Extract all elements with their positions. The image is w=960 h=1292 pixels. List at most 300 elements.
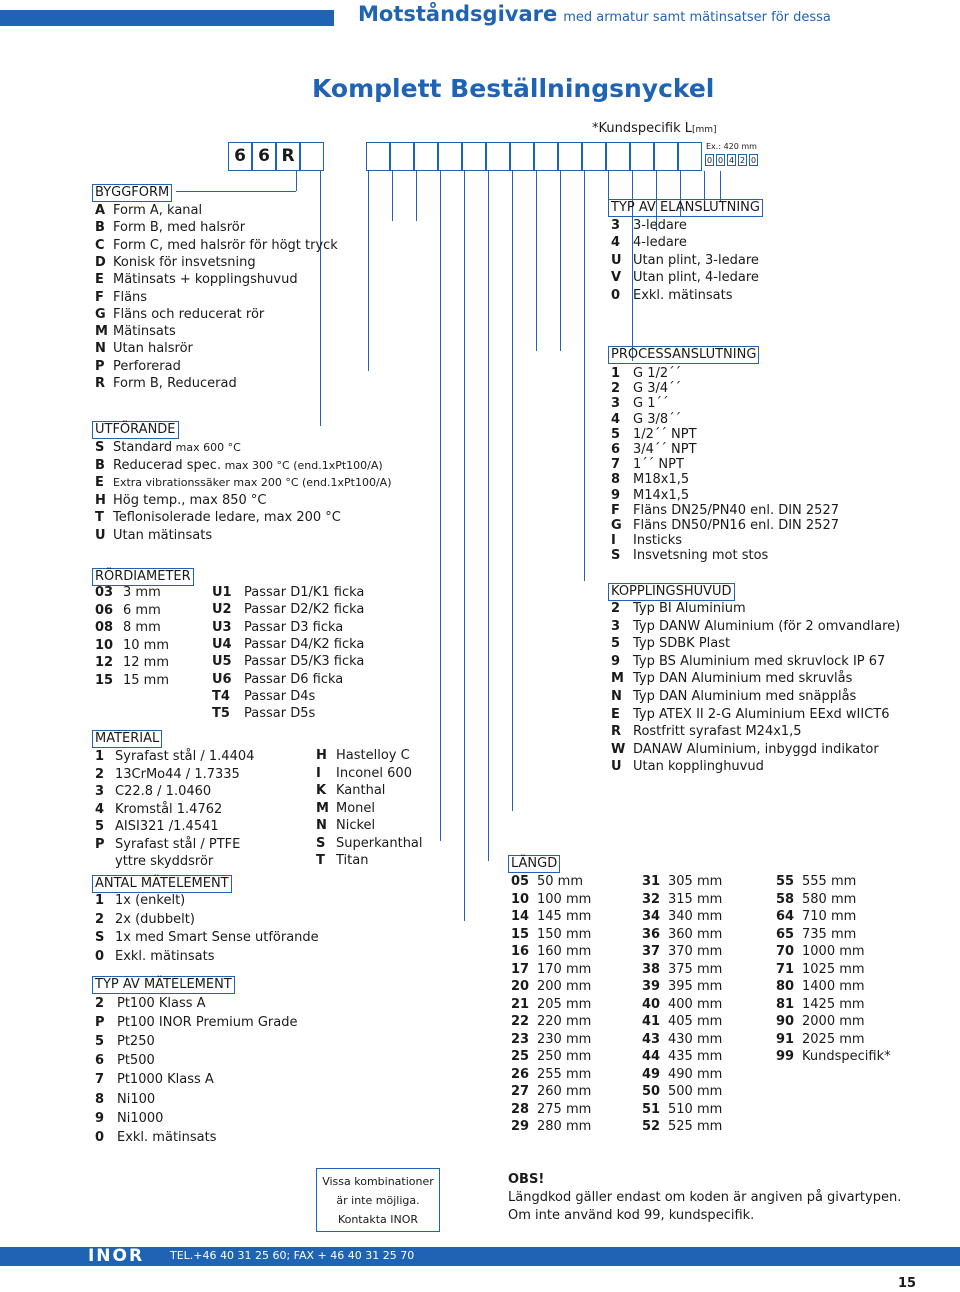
item-text: 1025 mm bbox=[802, 961, 865, 977]
item-text: Titan bbox=[336, 853, 369, 868]
item-code: 64 bbox=[776, 909, 795, 924]
rordiameter-item bbox=[95, 585, 161, 601]
item-text: 6 mm bbox=[123, 602, 161, 618]
item-code: 1 bbox=[95, 749, 105, 764]
item-code: N bbox=[611, 689, 622, 704]
langd-item bbox=[776, 944, 865, 960]
utforande-item bbox=[95, 457, 383, 474]
note-box bbox=[316, 1168, 440, 1232]
item-code: 2 bbox=[95, 911, 105, 927]
item-code: 41 bbox=[642, 1014, 661, 1029]
item-code: 05 bbox=[511, 874, 530, 889]
item-text: Hög temp., max 850 °C bbox=[113, 492, 267, 508]
item-code: 26 bbox=[511, 1066, 530, 1082]
antal-item bbox=[95, 948, 215, 965]
item-code: 03 bbox=[95, 585, 114, 600]
item-text: 100 mm bbox=[537, 891, 592, 907]
section-elanslutning-title: TYP AV ELANSLUTNING bbox=[608, 199, 763, 217]
item-text: 150 mm bbox=[537, 926, 592, 942]
langd-item bbox=[776, 1014, 865, 1030]
langd-item bbox=[642, 874, 723, 890]
process-item bbox=[611, 533, 683, 549]
section-utforande-title: UTFÖRANDE bbox=[92, 421, 179, 439]
langd-item bbox=[642, 1119, 723, 1135]
item-text: 3-ledare bbox=[633, 218, 687, 233]
item-text: Typ BI Aluminium bbox=[633, 601, 746, 616]
item-text: Pt250 bbox=[117, 1034, 155, 1050]
item-note: max 600 °C bbox=[172, 441, 241, 454]
item-text: 305 mm bbox=[668, 874, 723, 889]
item-text: Passar D6 ficka bbox=[244, 671, 344, 687]
code-box bbox=[510, 142, 534, 171]
item-text: Passar D3 ficka bbox=[244, 619, 344, 635]
page-title: Komplett Beställningsnyckel bbox=[312, 74, 715, 103]
langd-item bbox=[511, 1101, 592, 1118]
item-code: M bbox=[611, 671, 624, 687]
item-code: 25 bbox=[511, 1049, 530, 1064]
code-box bbox=[300, 142, 324, 171]
item-code: U6 bbox=[212, 671, 232, 687]
item-text: G 1/2´´ bbox=[633, 366, 682, 381]
material-item-2 bbox=[316, 783, 386, 799]
item-text: 370 mm bbox=[668, 944, 723, 959]
langd-item bbox=[776, 909, 857, 925]
code-box bbox=[654, 142, 678, 171]
langd-item bbox=[511, 1119, 592, 1135]
code-box: 6 bbox=[228, 142, 252, 171]
process-item bbox=[611, 472, 690, 488]
item-text: 170 mm bbox=[537, 961, 592, 977]
item-code: 51 bbox=[642, 1101, 661, 1117]
kopplingshuvud-item bbox=[611, 601, 746, 617]
material-item bbox=[95, 749, 255, 765]
item-text: Form B, Reducerad bbox=[113, 376, 237, 391]
typ-matelement-item bbox=[95, 1110, 164, 1127]
item-code: R bbox=[611, 724, 622, 740]
item-code: 49 bbox=[642, 1066, 661, 1082]
item-code: 0 bbox=[611, 287, 621, 303]
item-text: 50 mm bbox=[537, 874, 584, 889]
langd-item bbox=[642, 926, 723, 943]
section-kopplingshuvud-title: KOPPLINGSHUVUD bbox=[608, 583, 735, 601]
item-code: 14 bbox=[511, 909, 530, 924]
example-digit: 0 bbox=[706, 156, 713, 165]
item-code: 3 bbox=[611, 618, 621, 634]
item-code: 8 bbox=[611, 472, 621, 488]
material-item-2 bbox=[316, 765, 412, 782]
item-code: T bbox=[95, 510, 104, 526]
item-text: Pt100 Klass A bbox=[117, 996, 206, 1011]
langd-item bbox=[511, 979, 592, 995]
section-antal-title: ANTAL MÄTELEMENT bbox=[92, 875, 232, 893]
item-text: Insvetsning mot stos bbox=[633, 548, 769, 564]
item-code: 40 bbox=[642, 996, 661, 1012]
section-process-title: PROCESSANSLUTNING bbox=[608, 346, 759, 364]
langd-item bbox=[511, 926, 592, 943]
item-code: 2 bbox=[95, 996, 105, 1011]
item-code: F bbox=[611, 502, 620, 518]
kopplingshuvud-item bbox=[611, 706, 890, 723]
item-code: 52 bbox=[642, 1119, 661, 1134]
process-item bbox=[611, 426, 697, 443]
item-code: 23 bbox=[511, 1031, 530, 1047]
item-code: 9 bbox=[611, 653, 621, 669]
item-text: Inconel 600 bbox=[336, 765, 412, 781]
item-code: N bbox=[316, 818, 327, 833]
byggform-item bbox=[95, 203, 203, 219]
item-code: I bbox=[611, 533, 616, 549]
code-box bbox=[390, 142, 414, 171]
item-text: Ni1000 bbox=[117, 1110, 164, 1126]
item-code: 0 bbox=[95, 1129, 105, 1145]
process-item bbox=[611, 381, 682, 397]
rordiameter-item-2 bbox=[212, 602, 365, 618]
custom-length-label bbox=[592, 121, 717, 136]
item-text bbox=[113, 475, 392, 491]
item-code: 16 bbox=[511, 944, 530, 959]
example-digit: 4 bbox=[728, 156, 735, 165]
rordiameter-item-2 bbox=[212, 706, 316, 722]
langd-item bbox=[511, 909, 592, 925]
utforande-item bbox=[95, 475, 392, 491]
item-code: 7 bbox=[611, 457, 621, 473]
item-text: 710 mm bbox=[802, 909, 857, 924]
kopplingshuvud-item bbox=[611, 636, 731, 652]
item-code: N bbox=[95, 341, 106, 357]
item-text: 145 mm bbox=[537, 909, 592, 924]
item-text: yttre skyddsrör bbox=[115, 854, 214, 869]
item-code: 4 bbox=[95, 801, 105, 817]
item-text: 580 mm bbox=[802, 891, 857, 907]
material-item bbox=[95, 766, 240, 783]
header-bar bbox=[0, 10, 334, 26]
item-text: Form A, kanal bbox=[113, 203, 203, 218]
item-text: 2x (dubbelt) bbox=[115, 911, 195, 927]
item-code: B bbox=[95, 220, 105, 236]
item-text: Typ BS Aluminium med skruvlock IP 67 bbox=[633, 653, 886, 669]
item-code: T5 bbox=[212, 706, 230, 722]
item-text: 395 mm bbox=[668, 979, 723, 994]
langd-item bbox=[642, 944, 723, 960]
item-text: Perforerad bbox=[113, 358, 181, 374]
item-text: DANAW Aluminium, inbyggd indikator bbox=[633, 741, 879, 757]
item-code: M bbox=[95, 324, 108, 340]
section-typ-matelement-title: TYP AV MÄTELEMENT bbox=[92, 976, 235, 994]
item-code: 3 bbox=[611, 396, 621, 412]
utforande-item bbox=[95, 492, 267, 509]
item-code: 1 bbox=[611, 366, 621, 381]
code-box bbox=[438, 142, 462, 171]
item-code: T bbox=[316, 853, 325, 868]
item-text: Exkl. mätinsats bbox=[115, 948, 215, 964]
langd-item bbox=[511, 1049, 592, 1065]
item-text: Insticks bbox=[633, 533, 683, 549]
item-text: Passar D4s bbox=[244, 688, 316, 704]
item-text: Syrafast stål / 1.4404 bbox=[115, 749, 255, 764]
item-code: 38 bbox=[642, 961, 661, 977]
item-text: Utan kopplinghuvud bbox=[633, 759, 764, 775]
item-code: K bbox=[316, 783, 327, 798]
rordiameter-item-2 bbox=[212, 636, 365, 653]
item-code: 32 bbox=[642, 891, 661, 907]
item-text: Hastelloy C bbox=[336, 748, 410, 763]
process-item bbox=[611, 396, 669, 412]
item-code: E bbox=[95, 272, 104, 288]
langd-item bbox=[776, 1031, 865, 1048]
utforande-item bbox=[95, 510, 341, 526]
item-code: 9 bbox=[611, 487, 621, 503]
item-text: Mätinsats + kopplingshuvud bbox=[113, 272, 298, 288]
rordiameter-item bbox=[95, 637, 170, 654]
item-code: 2 bbox=[611, 601, 621, 616]
material-item-2 bbox=[316, 818, 376, 834]
kopplingshuvud-item bbox=[611, 671, 853, 687]
item-code: 29 bbox=[511, 1119, 530, 1134]
item-code: 15 bbox=[511, 926, 530, 942]
item-code: W bbox=[611, 741, 626, 757]
langd-item bbox=[776, 979, 865, 995]
item-text: 375 mm bbox=[668, 961, 723, 977]
item-note: Extra vibrationssäker max 200 °C (end.1xPt100/A) bbox=[113, 476, 392, 490]
langd-item bbox=[511, 996, 592, 1013]
item-text: G 1´´ bbox=[633, 396, 669, 412]
item-code: 5 bbox=[611, 426, 621, 442]
item-code: 36 bbox=[642, 926, 661, 942]
langd-item bbox=[776, 1049, 891, 1065]
item-text: 1x (enkelt) bbox=[115, 893, 186, 908]
item-text: Typ DAN Aluminium med snäpplås bbox=[633, 689, 857, 704]
example-label: Ex.: 420 mm bbox=[706, 142, 757, 151]
item-text: 8 mm bbox=[123, 620, 161, 635]
item-text: 1400 mm bbox=[802, 979, 865, 994]
item-text: 315 mm bbox=[668, 891, 723, 907]
code-box bbox=[606, 142, 630, 171]
item-code: U1 bbox=[212, 585, 232, 600]
item-code: 08 bbox=[95, 620, 114, 635]
code-box bbox=[486, 142, 510, 171]
item-text: Fläns bbox=[113, 289, 148, 305]
langd-item bbox=[642, 979, 723, 995]
langd-item bbox=[642, 961, 723, 978]
item-text: 360 mm bbox=[668, 926, 723, 942]
item-text: 13CrMo44 / 1.7335 bbox=[115, 766, 240, 782]
rordiameter-item bbox=[95, 672, 170, 689]
item-code: S bbox=[316, 835, 326, 851]
item-code: R bbox=[95, 376, 106, 391]
item-text: Monel bbox=[336, 800, 376, 816]
item-text: Mätinsats bbox=[113, 324, 176, 340]
item-code: U4 bbox=[212, 636, 232, 652]
langd-item bbox=[511, 891, 592, 908]
item-code: 5 bbox=[95, 819, 105, 834]
item-text: Superkanthal bbox=[336, 835, 423, 851]
item-code: E bbox=[611, 706, 620, 722]
inor-logo: INOR bbox=[68, 1247, 164, 1266]
item-text: 1/2´´ NPT bbox=[633, 426, 697, 442]
langd-item bbox=[511, 1084, 592, 1100]
item-text: 735 mm bbox=[802, 926, 857, 942]
item-text: Syrafast stål / PTFE bbox=[115, 836, 241, 852]
item-code: P bbox=[95, 1015, 105, 1031]
item-text: Exkl. mätinsats bbox=[117, 1129, 217, 1145]
item-text: Teflonisolerade ledare, max 200 °C bbox=[113, 510, 341, 526]
byggform-item bbox=[95, 272, 298, 288]
item-code: 50 bbox=[642, 1084, 661, 1099]
item-text: Pt100 INOR Premium Grade bbox=[117, 1015, 298, 1031]
item-text: Typ DAN Aluminium med skruvlås bbox=[633, 671, 853, 687]
item-code: 28 bbox=[511, 1101, 530, 1117]
custom-length-unit: [mm] bbox=[691, 125, 717, 135]
byggform-item bbox=[95, 237, 338, 254]
item-code: 70 bbox=[776, 944, 795, 959]
item-text: Fläns DN25/PN40 enl. DIN 2527 bbox=[633, 502, 839, 518]
item-text: 15 mm bbox=[123, 672, 170, 688]
item-code: 2 bbox=[95, 766, 105, 782]
item-text: Nickel bbox=[336, 818, 376, 833]
item-code: 3 bbox=[95, 784, 105, 799]
langd-item bbox=[511, 961, 592, 978]
item-code: S bbox=[95, 440, 105, 455]
item-code: 10 bbox=[95, 637, 114, 653]
utforande-item bbox=[95, 528, 213, 544]
langd-item bbox=[511, 1066, 592, 1083]
rordiameter-item-2 bbox=[212, 654, 365, 670]
item-text: 1425 mm bbox=[802, 996, 865, 1012]
typ-matelement-item bbox=[95, 1015, 298, 1031]
item-code: 81 bbox=[776, 996, 795, 1012]
note-line-2: är inte möjliga. bbox=[336, 1194, 420, 1207]
kopplingshuvud-item bbox=[611, 724, 802, 740]
item-code: S bbox=[611, 548, 621, 564]
item-text: 340 mm bbox=[668, 909, 723, 924]
item-code: 65 bbox=[776, 926, 795, 942]
item-code: 44 bbox=[642, 1049, 661, 1064]
custom-length-text: *Kundspecifik L bbox=[592, 121, 692, 136]
process-item bbox=[611, 487, 690, 504]
item-code: C bbox=[95, 237, 105, 253]
item-code: U bbox=[611, 252, 622, 268]
code-box bbox=[558, 142, 582, 171]
code-box: 6 bbox=[252, 142, 276, 171]
langd-item bbox=[642, 1049, 723, 1065]
item-text: Passar D1/K1 ficka bbox=[244, 585, 365, 600]
item-text: 1x med Smart Sense utförande bbox=[115, 930, 319, 945]
rordiameter-item bbox=[95, 655, 170, 671]
item-code: 17 bbox=[511, 961, 530, 977]
item-text: 3/4´´ NPT bbox=[633, 442, 697, 457]
header-title bbox=[358, 2, 831, 26]
utforande-item bbox=[95, 440, 241, 456]
item-code: 0 bbox=[95, 948, 105, 964]
langd-item bbox=[776, 996, 865, 1013]
code-box bbox=[366, 142, 390, 171]
antal-item bbox=[95, 930, 319, 946]
byggform-item bbox=[95, 220, 246, 236]
header-title-main: Motståndsgivare bbox=[358, 2, 558, 26]
process-item bbox=[611, 366, 682, 382]
item-text: 200 mm bbox=[537, 979, 592, 994]
antal-item bbox=[95, 911, 195, 928]
item-text: Reducerad spec. max 300 °C (end.1xPt100/A) bbox=[113, 457, 383, 473]
material-item bbox=[95, 784, 212, 800]
item-text: Utan plint, 3-ledare bbox=[633, 252, 759, 268]
rordiameter-item-2 bbox=[212, 619, 344, 636]
item-text: M18x1,5 bbox=[633, 472, 690, 488]
item-text: 160 mm bbox=[537, 944, 592, 959]
item-code: G bbox=[95, 306, 106, 322]
item-code: 12 bbox=[95, 655, 114, 670]
process-item bbox=[611, 442, 697, 458]
elanslutning-item bbox=[611, 235, 687, 251]
elanslutning-item bbox=[611, 218, 687, 234]
item-code: B bbox=[95, 457, 105, 473]
material-item-2 bbox=[316, 748, 410, 764]
item-code: U bbox=[95, 528, 106, 543]
item-code: 1 bbox=[95, 893, 105, 908]
item-text: 490 mm bbox=[668, 1066, 723, 1082]
item-code: 5 bbox=[611, 636, 621, 652]
item-text: AISI321 /1.4541 bbox=[115, 819, 219, 834]
item-code: U bbox=[611, 759, 622, 775]
item-text: Exkl. mätinsats bbox=[633, 287, 733, 303]
section-material-title: MATERIAL bbox=[92, 730, 162, 748]
process-item bbox=[611, 411, 682, 428]
langd-item bbox=[511, 1031, 592, 1048]
byggform-item bbox=[95, 254, 256, 271]
item-code: 71 bbox=[776, 961, 795, 977]
code-box bbox=[678, 142, 702, 171]
item-code: U5 bbox=[212, 654, 232, 670]
code-box bbox=[534, 142, 558, 171]
item-text: Rostfritt syrafast M24x1,5 bbox=[633, 724, 802, 740]
item-text: Konisk för insvetsning bbox=[113, 254, 256, 270]
example-digit: 0 bbox=[717, 156, 724, 165]
item-text: 275 mm bbox=[537, 1101, 592, 1117]
item-text: 255 mm bbox=[537, 1066, 592, 1082]
langd-item bbox=[642, 1066, 723, 1083]
item-code: P bbox=[95, 836, 105, 852]
item-text: 260 mm bbox=[537, 1084, 592, 1099]
rordiameter-item-2 bbox=[212, 688, 316, 705]
item-text: Passar D2/K2 ficka bbox=[244, 602, 365, 618]
langd-item bbox=[642, 1084, 723, 1100]
item-text: Ni100 bbox=[117, 1091, 156, 1107]
item-code: A bbox=[95, 203, 106, 218]
item-text: Pt500 bbox=[117, 1053, 155, 1069]
item-code: 9 bbox=[95, 1110, 105, 1126]
typ-matelement-item bbox=[95, 1072, 214, 1088]
langd-item bbox=[511, 944, 592, 960]
obs-title: OBS! bbox=[508, 1172, 545, 1187]
item-code: 91 bbox=[776, 1031, 795, 1047]
item-code: 5 bbox=[95, 1034, 105, 1050]
material-item-2 bbox=[316, 853, 369, 869]
langd-item bbox=[511, 874, 584, 890]
item-text: Fläns och reducerat rör bbox=[113, 306, 265, 322]
section-rordiameter-title: RÖRDIAMETER bbox=[92, 568, 194, 586]
code-box bbox=[462, 142, 486, 171]
item-text: 2000 mm bbox=[802, 1014, 865, 1029]
section-langd-title: LÄNGD bbox=[508, 855, 560, 873]
item-text: Utan halsrör bbox=[113, 341, 193, 357]
note-line-3: Kontakta INOR bbox=[337, 1213, 419, 1226]
item-code: 31 bbox=[642, 874, 661, 889]
item-code: 6 bbox=[95, 1053, 105, 1069]
item-text: 500 mm bbox=[668, 1084, 723, 1099]
item-text: Fläns DN50/PN16 enl. DIN 2527 bbox=[633, 518, 839, 533]
typ-matelement-item bbox=[95, 1091, 156, 1108]
page-number: 15 bbox=[898, 1276, 917, 1291]
